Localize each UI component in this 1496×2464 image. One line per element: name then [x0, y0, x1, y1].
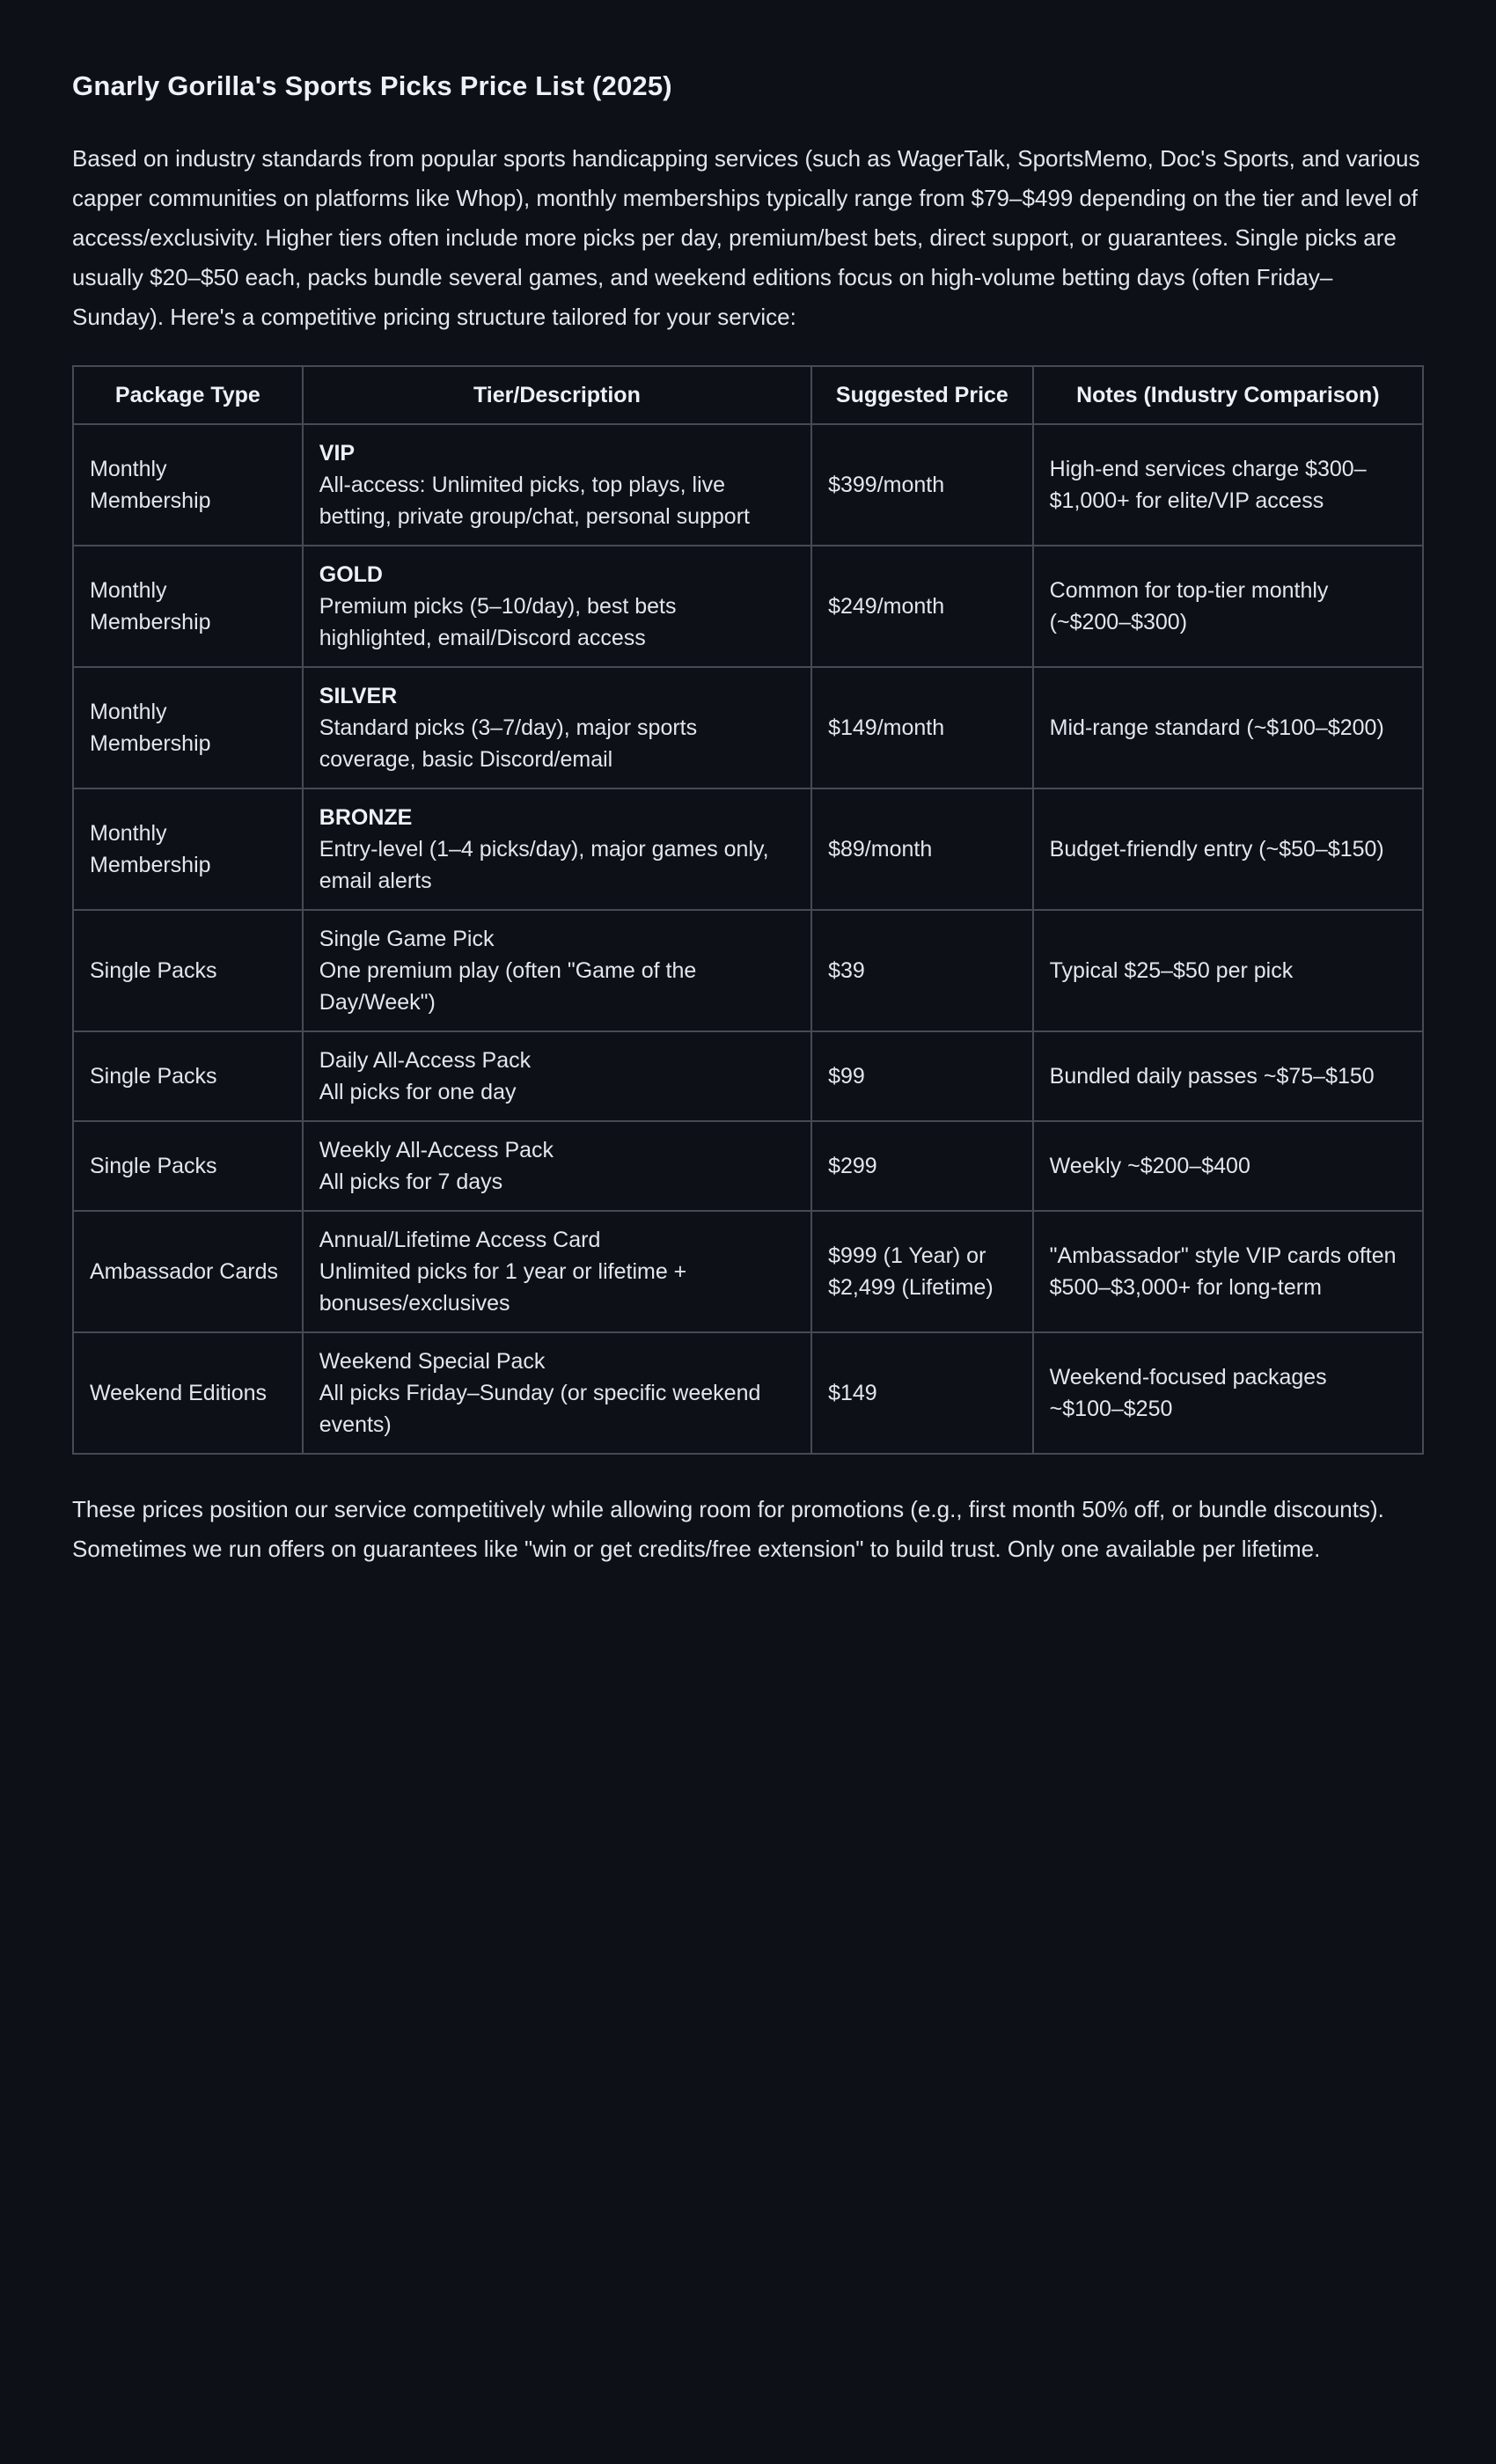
- package-type-cell: Monthly Membership: [73, 546, 303, 667]
- intro-paragraph: Based on industry standards from popular sports handicapping services (such as WagerTalk, SportsMemo, Doc's Sports, and various capper communities on platforms like Whop), monthly memberships typically range from $79–$499 depending on the tier and level of access/exclusivity. Higher tiers often include more picks per day, premium/best bets, direct support, or guarantees. Single picks are usually $20–$50 each, packs bundle several games, and weekend editions focus on high-volume betting days (often Friday–Sunday). Here's a competitive pricing structure tailored for your service:: [72, 145, 1420, 330]
- price-cell: $89/month: [811, 788, 1033, 910]
- package-type-cell: Monthly Membership: [73, 788, 303, 910]
- tier-name: GOLD: [319, 562, 383, 587]
- tier-description: One premium play (often "Game of the Day/Week"): [319, 958, 697, 1015]
- tier-description: All-access: Unlimited picks, top plays, live betting, private group/chat, personal support: [319, 473, 750, 529]
- notes-cell: Weekly ~$200–$400: [1033, 1121, 1423, 1211]
- price-cell: $149: [811, 1332, 1033, 1454]
- table-row: [73, 910, 1423, 1031]
- price-cell: $99: [811, 1031, 1033, 1121]
- table-row: [73, 788, 1423, 910]
- tier-description-cell: [303, 1121, 811, 1211]
- tier-name: SILVER: [319, 684, 398, 708]
- tier-description-cell: [303, 1031, 811, 1121]
- package-type-cell: Single Packs: [73, 1031, 303, 1121]
- tier-name: Single Game Pick: [319, 927, 495, 951]
- notes-cell: High-end services charge $300–$1,000+ for elite/VIP access: [1033, 424, 1423, 546]
- tier-description-cell: [303, 788, 811, 910]
- tier-name: Annual/Lifetime Access Card: [319, 1228, 601, 1252]
- package-type-cell: Monthly Membership: [73, 424, 303, 546]
- closing-paragraph: These prices position our service competitively while allowing room for promotions (e.g., first month 50% off, or bundle discounts). Sometimes we run offers on guarantees like "win or get credits/free extension" to build trust. Only one available per lifetime.: [72, 1496, 1384, 1562]
- price-cell: $999 (1 Year) or $2,499 (Lifetime): [811, 1211, 1033, 1332]
- table-header-row: [73, 366, 1423, 424]
- notes-cell: Budget-friendly entry (~$50–$150): [1033, 788, 1423, 910]
- tier-description: Entry-level (1–4 picks/day), major games only, email alerts: [319, 837, 769, 893]
- table-row: [73, 1121, 1423, 1211]
- price-cell: $399/month: [811, 424, 1033, 546]
- notes-cell: Bundled daily passes ~$75–$150: [1033, 1031, 1423, 1121]
- tier-description-cell: [303, 546, 811, 667]
- tier-description-cell: [303, 910, 811, 1031]
- notes-cell: Common for top-tier monthly (~$200–$300): [1033, 546, 1423, 667]
- table-row: [73, 546, 1423, 667]
- tier-description: All picks Friday–Sunday (or specific weekend events): [319, 1381, 761, 1437]
- notes-cell: Weekend-focused packages ~$100–$250: [1033, 1332, 1423, 1454]
- package-type-cell: Single Packs: [73, 910, 303, 1031]
- tier-name: Daily All-Access Pack: [319, 1048, 532, 1073]
- column-header: Package Type: [73, 366, 303, 424]
- table-row: [73, 424, 1423, 546]
- table-row: [73, 1031, 1423, 1121]
- column-header: Notes (Industry Comparison): [1033, 366, 1423, 424]
- tier-description-cell: [303, 1332, 811, 1454]
- tier-description-cell: [303, 1211, 811, 1332]
- notes-cell: "Ambassador" style VIP cards often $500–$3,000+ for long-term: [1033, 1211, 1423, 1332]
- tier-description: Unlimited picks for 1 year or lifetime + bonuses/exclusives: [319, 1259, 687, 1316]
- tier-description: Premium picks (5–10/day), best bets highlighted, email/Discord access: [319, 594, 677, 650]
- tier-description: All picks for 7 days: [319, 1170, 503, 1194]
- column-header: Suggested Price: [811, 366, 1033, 424]
- tier-description-cell: [303, 667, 811, 788]
- tier-description: All picks for one day: [319, 1080, 517, 1104]
- package-type-cell: Ambassador Cards: [73, 1211, 303, 1332]
- price-cell: $249/month: [811, 546, 1033, 667]
- table-row: [73, 1332, 1423, 1454]
- table-body: [73, 424, 1423, 1454]
- notes-cell: Typical $25–$50 per pick: [1033, 910, 1423, 1031]
- tier-name: Weekend Special Pack: [319, 1349, 546, 1374]
- price-table: [72, 365, 1424, 1455]
- page-title: Gnarly Gorilla's Sports Picks Price List (2025): [72, 70, 672, 101]
- tier-description: Standard picks (3–7/day), major sports coverage, basic Discord/email: [319, 715, 698, 772]
- package-type-cell: Weekend Editions: [73, 1332, 303, 1454]
- package-type-cell: Monthly Membership: [73, 667, 303, 788]
- tier-name: Weekly All-Access Pack: [319, 1138, 554, 1162]
- tier-description-cell: [303, 424, 811, 546]
- notes-cell: Mid-range standard (~$100–$200): [1033, 667, 1423, 788]
- price-cell: $149/month: [811, 667, 1033, 788]
- tier-name: VIP: [319, 441, 356, 466]
- tier-name: BRONZE: [319, 805, 413, 830]
- table-row: [73, 1211, 1423, 1332]
- table-row: [73, 667, 1423, 788]
- price-cell: $299: [811, 1121, 1033, 1211]
- price-cell: $39: [811, 910, 1033, 1031]
- column-header: Tier/Description: [303, 366, 811, 424]
- package-type-cell: Single Packs: [73, 1121, 303, 1211]
